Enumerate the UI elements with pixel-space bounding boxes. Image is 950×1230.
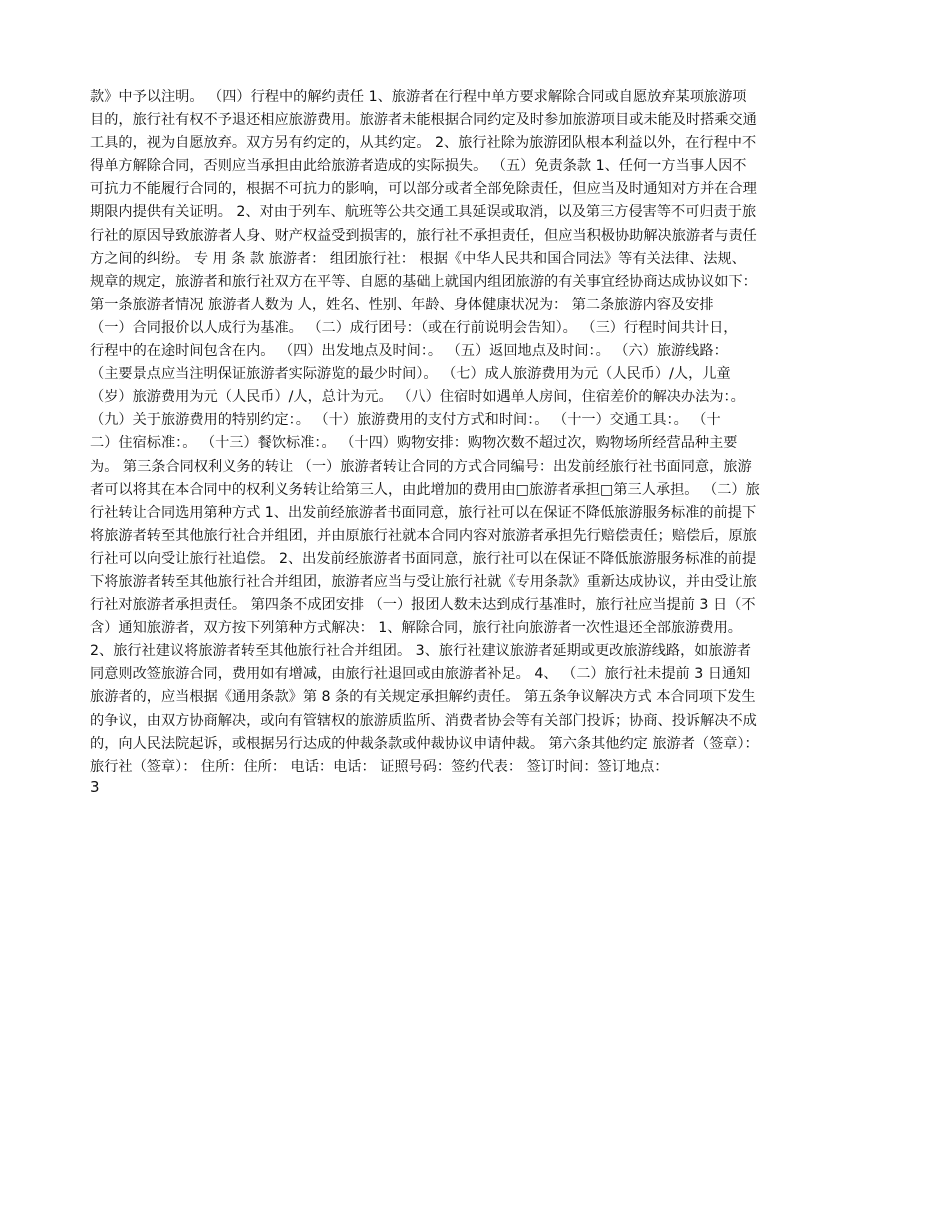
text-line: 为。 第三条合同权利义务的转让 （一）旅游者转让合同的方式合同编号：出发前经旅行社书面同意，旅游 — [90, 458, 752, 475]
text-line: 行程中的在途时间包含在内。 （四）出发地点及时间：。 （五）返回地点及时间：。 （六）旅游线路： — [90, 343, 728, 360]
text-line: 旅行社（签章）： 住所：住所： 电话：电话： 证照号码：签约代表： 签订时间：签订地点： — [90, 758, 669, 775]
text-line: 可抗力不能履行合同的，根据不可抗力的影响，可以部分或者全部免除责任，但应当及时通知对方并在合理 — [90, 181, 757, 198]
text-line: 款》中予以注明。 （四）行程中的解约责任 1、旅游者在行程中单方要求解除合同或自愿放弃某项旅游项 — [90, 89, 747, 105]
text-line: 含）通知旅游者，双方按下列第种方式解决： 1、解除合同，旅行社向旅游者一次性退还全部旅游费用。 — [90, 620, 742, 637]
text-line: 将旅游者转至其他旅行社合并组团，并由原旅行社就本合同内容对旅游者承担先行赔偿责任；赔偿后，原旅 — [90, 527, 757, 544]
text-line: 行社可以向受让旅行社追偿。 2、出发前经旅游者书面同意，旅行社可以在保证不降低旅游服务标准的前提 — [90, 550, 757, 567]
text-line: 下将旅游者转至其他旅行社合并组团，旅游者应当与受让旅行社就《专用条款》重新达成协议，并由受让旅 — [90, 573, 757, 590]
page-number: 3 — [90, 778, 100, 796]
text-line: 的，向人民法院起诉，或根据另行达成的仲裁条款或仲裁协议申请仲裁。 第六条其他约定 旅游者（签章）： — [90, 735, 759, 752]
text-line: 规章的规定，旅游者和旅行社双方在平等、自愿的基础上就国内组团旅游的有关事宜经协商达成协议如下： — [90, 273, 757, 290]
text-line: 行社转让合同选用第种方式 1、出发前经旅游者书面同意，旅行社可以在保证不降低旅游服务标准的前提下 — [90, 504, 757, 521]
text-line: （九）关于旅游费用的特别约定：。 （十）旅游费用的支付方式和时间：。 （十一）交通工具：。 （十 — [90, 412, 721, 429]
text-line: 目的，旅行社有权不予退还相应旅游费用。旅游者未能根据合同约定及时参加旅游项目或未能及时搭乘交通 — [90, 112, 757, 129]
text-line: （岁）旅游费用为元（人民币）/人，总计为元。 （八）住宿时如遇单人房间，住宿差价的解决办法为：。 — [90, 389, 745, 406]
text-line: 工具的，视为自愿放弃。双方另有约定的，从其约定。 2、旅行社除为旅游团队根本利益以外，在行程中不 — [90, 135, 757, 152]
text-line: 方之间的纠纷。 专 用 条 款 旅游者： 组团旅行社： 根据《中华人民共和国合同法》等有关法律、法规、 — [90, 250, 746, 267]
text-line: 的争议，由双方协商解决，或向有管辖权的旅游质监所、消费者协会等有关部门投诉；协商、投诉解决不成 — [90, 712, 757, 729]
text-line: 期限内提供有关证明。 2、对由于列车、航班等公共交通工具延误或取消，以及第三方侵害等不可归责于旅 — [90, 204, 757, 221]
text-line: 者可以将其在本合同中的权利义务转让给第三人，由此增加的费用由□旅游者承担□第三人承担。 （二）旅 — [90, 481, 760, 498]
text-line: 第一条旅游者情况 旅游者人数为 人，姓名、性别、年龄、身体健康状况为： 第二条旅游内容及安排 — [90, 296, 714, 313]
text-line: 同意则改签旅游合同，费用如有增减，由旅行社退回或由旅游者补足。 4、 （二）旅行社未提前 3 日通知 — [90, 666, 751, 683]
text-line: 2、旅行社建议将旅游者转至其他旅行社合并组团。 3、旅行社建议旅游者延期或更改旅游线路，如旅游者 — [90, 643, 752, 660]
text-line: （主要景点应当注明保证旅游者实际游览的最少时间）。 （七）成人旅游费用为元（人民币）/人，儿童 — [90, 366, 731, 383]
text-line: 得单方解除合同，否则应当承担由此给旅游者造成的实际损失。 （五）免责条款 1、任何一方当事人因不 — [90, 158, 747, 175]
text-line: 旅游者的，应当根据《通用条款》第 8 条的有关规定承担解约责任。 第五条争议解决方式 本合同项下发生 — [90, 689, 756, 706]
text-line: 二）住宿标准：。 （十三）餐饮标准：。 （十四）购物安排：购物次数不超过次，购物场所经营品种主要 — [90, 435, 738, 452]
text-line: （一）合同报价以人成行为基准。 （二）成行团号：（或在行前说明会告知）。 （三）行程时间共计日， — [90, 319, 738, 336]
contract-body-text — [90, 86, 870, 779]
text-line: 行社对旅游者承担责任。 第四条不成团安排 （一）报团人数未达到成行基准时，旅行社应当提前 3 日（不 — [90, 597, 756, 614]
text-line: 行社的原因导致旅游者人身、财产权益受到损害的，旅行社不承担责任，但应当积极协助解决旅游者与责任 — [90, 227, 757, 244]
